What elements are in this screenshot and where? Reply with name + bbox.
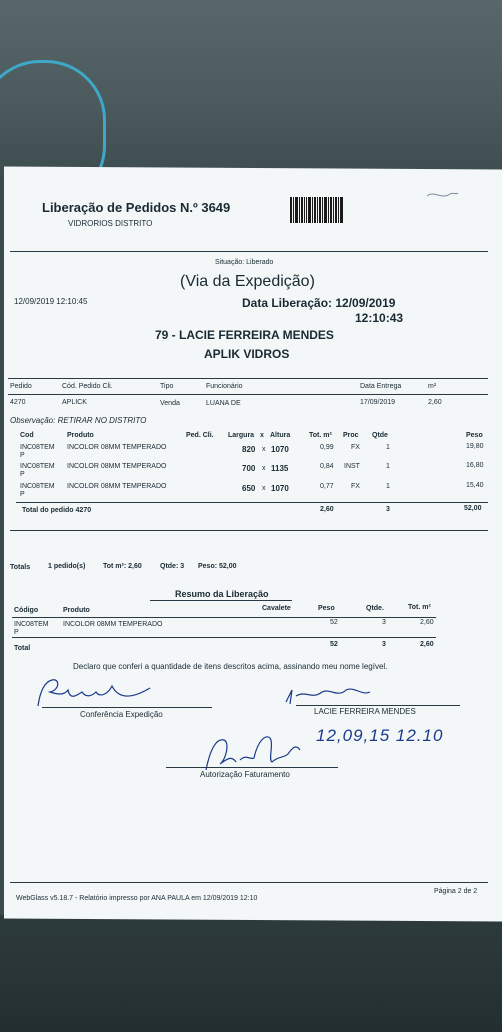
total-pedido-label: Total do pedido 4270 — [22, 507, 92, 514]
totals-m2: Tot m²: 2,60 — [103, 563, 142, 570]
val-funcionario: LUANA DE — [206, 400, 241, 407]
table-row-altura: 1135 — [271, 464, 289, 473]
barcode — [290, 197, 354, 223]
table-row-tot: 0,84 — [320, 463, 334, 470]
val-cod-pedido: APLICK — [62, 399, 87, 406]
table-row-largura: 700 — [242, 464, 256, 473]
table-row-cod: INC08TEM — [20, 444, 55, 451]
resumo-row-cod: INC08TEM — [14, 621, 49, 628]
col-data-entrega: Data Entrega — [360, 383, 402, 390]
col-pedido: Pedido — [10, 383, 32, 390]
table-row-cod: INC08TEM — [20, 483, 55, 490]
background-bottom — [0, 915, 502, 1032]
table-row-qtde: 1 — [386, 444, 390, 451]
autorizacao-label: Autorização Faturamento — [200, 770, 290, 779]
company-name: APLIK VIDROS — [204, 347, 290, 361]
table-row-largura: 820 — [242, 445, 256, 454]
signature-conferencia — [30, 672, 160, 712]
divider — [10, 530, 488, 531]
items-col-qtde: Qtde — [372, 432, 388, 439]
table-row-produto: INCOLOR 08MM TEMPERADO — [67, 463, 167, 470]
divider — [16, 502, 488, 503]
resumo-total-label: Total — [14, 645, 31, 652]
items-col-proc: Proc — [343, 432, 359, 439]
resumo-col-peso: Peso — [318, 605, 335, 612]
divider — [10, 882, 488, 883]
divider — [150, 600, 292, 601]
total-pedido-qtde: 3 — [386, 506, 390, 513]
col-funcionario: Funcionário — [206, 383, 243, 390]
hora-liberacao: 12:10:43 — [355, 311, 404, 325]
client-name: 79 - LACIE FERREIRA MENDES — [155, 328, 334, 342]
resumo-col-cavalete: Cavalete — [262, 605, 291, 612]
table-row-produto: INCOLOR 08MM TEMPERADO — [67, 444, 167, 451]
table-row-qtde: 1 — [386, 463, 390, 470]
divider — [12, 617, 436, 618]
corner-mark-icon — [424, 186, 460, 206]
total-pedido-m2: 2,60 — [320, 506, 334, 513]
total-pedido-peso: 52,00 — [464, 505, 482, 512]
table-row-peso: 15,40 — [466, 482, 484, 489]
col-cod-pedido: Cód. Pedido Cli. — [62, 383, 113, 390]
document-title: Liberação de Pedidos N.º 3649 — [42, 200, 231, 215]
resumo-total-tot: 2,60 — [420, 641, 434, 648]
items-col-largura: Largura — [228, 432, 255, 439]
table-row-proc: FX — [351, 444, 360, 451]
resumo-col-codigo: Código — [14, 607, 39, 614]
divider — [8, 394, 488, 395]
totals-peso: Peso: 52,00 — [198, 563, 237, 570]
document-subtitle: VIDRORIOS DISTRITO — [68, 219, 153, 228]
footer-left: WebGlass v5.18.7 - Relatório impresso por ANA PAULA em 12/09/2019 12:10 — [16, 895, 258, 902]
table-row-peso: 19,80 — [466, 443, 484, 450]
items-col-tot: Tot. m² — [309, 432, 332, 439]
table-row-cod2: P — [20, 452, 25, 459]
table-row-proc: FX — [351, 483, 360, 490]
table-row-tot: 0,77 — [320, 483, 334, 490]
items-col-cod: Cod — [20, 432, 34, 439]
divider — [10, 251, 488, 252]
via-label: (Via da Expedição) — [180, 273, 315, 290]
observacao: Observação: RETIRAR NO DISTRITO — [10, 416, 147, 425]
table-row-cod: INC08TEM — [20, 463, 55, 470]
resumo-total-peso: 52 — [330, 641, 338, 648]
resumo-title: Resumo da Liberação — [175, 589, 269, 599]
table-row-produto: INCOLOR 08MM TEMPERADO — [67, 483, 167, 490]
table-row-altura: 1070 — [271, 445, 289, 454]
val-pedido: 4270 — [10, 399, 26, 406]
items-col-peso: Peso — [466, 432, 483, 439]
resumo-row-peso: 52 — [330, 619, 338, 626]
resumo-total-qtde: 3 — [382, 641, 386, 648]
items-col-altura: Altura — [270, 432, 291, 439]
table-row-x: x — [262, 446, 266, 453]
cliente-label: LACIE FERREIRA MENDES — [314, 707, 416, 716]
resumo-row-cod2: P — [14, 629, 19, 636]
resumo-row-qtde: 3 — [382, 619, 386, 626]
items-col-x: x — [260, 432, 264, 439]
table-row-tot: 0,99 — [320, 444, 334, 451]
totals-label: Totals — [10, 564, 31, 571]
conferencia-label: Conferência Expedição — [80, 710, 163, 719]
signature-line — [42, 707, 212, 708]
footer-page: Página 2 de 2 — [434, 888, 478, 895]
table-row-x: x — [262, 465, 266, 472]
divider — [8, 378, 488, 379]
situacao-label: Situação: Liberado — [215, 259, 274, 266]
col-m2: m² — [428, 383, 437, 390]
table-row-peso: 16,80 — [466, 462, 484, 469]
divider — [12, 637, 436, 638]
resumo-row-produto: INCOLOR 08MM TEMPERADO — [63, 621, 163, 628]
resumo-col-qtde: Qtde. — [366, 605, 384, 612]
val-m2: 2,60 — [428, 399, 442, 406]
table-row-largura: 650 — [242, 484, 256, 493]
data-liberacao: Data Liberação: 12/09/2019 — [242, 296, 396, 310]
handwritten-date: 12,09,15 12.10 — [316, 726, 444, 745]
totals-pedidos: 1 pedido(s) — [48, 563, 86, 570]
val-tipo: Venda — [160, 400, 180, 407]
resumo-col-tot: Tot. m² — [408, 604, 431, 611]
table-row-cod2: P — [20, 491, 25, 498]
table-row-altura: 1070 — [271, 484, 289, 493]
table-row-cod2: P — [20, 471, 25, 478]
resumo-col-produto: Produto — [63, 607, 90, 614]
totals-qtde: Qtde: 3 — [160, 563, 185, 570]
val-data-entrega: 17/09/2019 — [360, 399, 396, 406]
resumo-row-tot: 2,60 — [420, 619, 434, 626]
table-row-proc: INST — [344, 463, 360, 470]
col-tipo: Tipo — [160, 383, 174, 390]
signature-line — [296, 705, 460, 706]
table-row-qtde: 1 — [386, 483, 390, 490]
items-col-produto: Produto — [67, 432, 94, 439]
printed-at: 12/09/2019 12:10:45 — [14, 297, 88, 306]
items-col-pedcli: Ped. Cli. — [186, 432, 214, 439]
signature-line — [166, 767, 338, 768]
table-row-x: x — [262, 485, 266, 492]
declaracao-text: Declaro que conferi a quantidade de itens descritos acima, assinando meu nome legível. — [73, 662, 388, 671]
